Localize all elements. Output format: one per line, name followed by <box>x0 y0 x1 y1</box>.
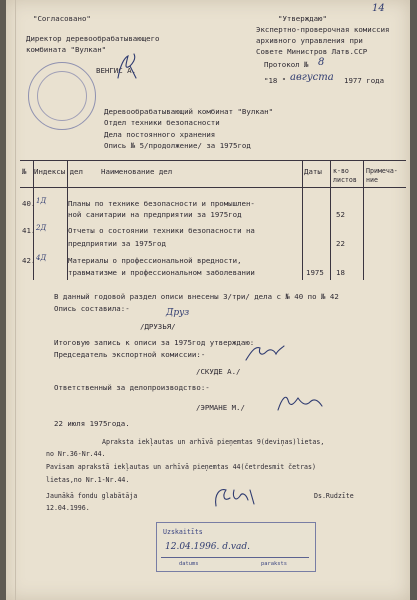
director-signature <box>114 52 142 82</box>
col-divider-sheets <box>363 160 364 280</box>
row-41-num: 41. <box>22 226 36 235</box>
stamp-rule <box>161 557 309 558</box>
header-sheets-line2: листов <box>333 176 357 184</box>
row-42-index: 4Д <box>36 254 47 262</box>
approval-date-month: августа <box>290 72 334 83</box>
summary-line1: В данный годовой раздел описи внесены 3/три/ дела с № 40 по № 42 <box>54 292 339 301</box>
archive-note-line2: no Nr.36-Nr.44. <box>46 450 106 458</box>
archive-note-line1: Apraksta iekļautas un arhīvā pieņemtas 9(deviņas)lietas, <box>102 438 325 446</box>
col-divider-dates <box>330 160 331 280</box>
header-notes-line2: ние <box>366 176 378 184</box>
chair-label: Председатель экспортной комиссии:- <box>54 350 206 359</box>
director-name: ВЕНГИС А. <box>96 66 137 75</box>
keeper-name: Ds.Rudzīte <box>314 492 354 500</box>
stamp-label: Uzskaitīts <box>163 528 203 536</box>
row-41-name-line1: Отчеты о состоянии техники безопасности на <box>68 226 255 235</box>
protocol-number: 8 <box>318 57 325 68</box>
keeper-role: Jaunākā fondu glabātāja <box>46 492 138 500</box>
archive-note-line3: Pavisam aprakstā iekļautas un arhīvā pieņemtas 44(četrdesmit četras) <box>46 463 316 471</box>
responsible-name: /ЭРМАНЕ М./ <box>196 403 245 412</box>
verification-stamp <box>156 522 316 572</box>
page-number: 14 <box>372 3 385 14</box>
responsible-label: Ответственный за делопроизводство:- <box>54 383 210 392</box>
document-page <box>6 0 410 600</box>
stamp-date-caption: datums <box>179 561 199 567</box>
header-name: Наименование дел <box>101 167 173 176</box>
approval-date-prefix: "18 " <box>264 76 287 85</box>
compiler-name: /ДРУЗЬЯ/ <box>140 322 176 331</box>
row-40-name-line2: ной санитарии на предприятии за 1975год <box>68 210 242 219</box>
approval-date-year: 1977 года <box>344 76 385 85</box>
table-top-rule <box>20 160 406 161</box>
responsible-signature <box>276 390 326 418</box>
col-divider-name <box>302 160 303 280</box>
row-42-num: 42. <box>22 256 36 265</box>
commission-line1: Экспертно-проверочная комиссия <box>256 25 390 34</box>
permanent-cases: Дела постоянного хранения <box>104 130 216 139</box>
header-sheets-line1: к-во <box>333 167 349 175</box>
approved-heading: "Утверждаю" <box>278 14 327 23</box>
chair-signature <box>244 342 286 364</box>
row-40-index: 1Д <box>36 197 47 205</box>
row-40-sheets: 52 <box>336 210 345 219</box>
chair-name: /СКУДЕ А./ <box>196 367 241 376</box>
header-dates: Даты <box>304 167 322 176</box>
row-42-name-line2: травматизме и профессиональном заболевании <box>68 268 255 277</box>
signed-date: 22 июля 1975года. <box>54 419 130 428</box>
department-name: Отдел техники безопасности <box>104 118 220 127</box>
row-42-sheets: 18 <box>336 268 345 277</box>
commission-line3: Совете Министров Латв.ССР <box>256 47 368 56</box>
round-stamp <box>28 62 96 130</box>
keeper-sign-date: 12.04.1996. <box>46 504 90 512</box>
header-notes-line1: Примеча- <box>366 167 398 175</box>
agreed-heading: "Согласовано" <box>33 14 91 23</box>
archive-note-line4: lietas,no Nr.1-Nr.44. <box>46 476 130 484</box>
final-record-line: Итоговую запись к описи за 1975год утверждаю: <box>54 338 255 347</box>
row-42-date: 1975 <box>306 268 324 277</box>
row-40-name-line1: Планы по технике безопасности и промышлен- <box>68 199 255 208</box>
org-name: Деревообрабатывающий комбинат "Вулкан" <box>104 107 274 116</box>
summary-line2: Опись составила:- <box>54 304 130 313</box>
stamp-sign-caption: paraksts <box>261 561 287 567</box>
commission-line2: архивного управления при <box>256 36 363 45</box>
row-41-index: 2Д <box>36 224 47 232</box>
header-index: Индексы дел <box>34 167 83 176</box>
row-41-sheets: 22 <box>336 239 345 248</box>
stamp-handwritten-date: 12.04.1996. d.vad. <box>165 542 250 552</box>
margin-line <box>15 0 16 600</box>
compiler-handwritten: Друз <box>166 308 190 318</box>
table-header-rule <box>20 187 406 188</box>
row-41-name-line2: предприятии за 1975год <box>68 239 166 248</box>
row-42-name-line1: Материалы о профессиональной вредности, <box>68 256 242 265</box>
inventory-title: Опись № 5/продолжение/ за 1975год <box>104 141 251 150</box>
row-40-num: 40. <box>22 199 36 208</box>
protocol-label: Протокол № <box>264 60 309 69</box>
keeper-signature <box>210 484 260 510</box>
director-position-line2: комбината "Вулкан" <box>26 45 107 54</box>
director-position-line1: Директор деревообрабатывающего <box>26 34 160 43</box>
header-num: № <box>22 167 27 176</box>
